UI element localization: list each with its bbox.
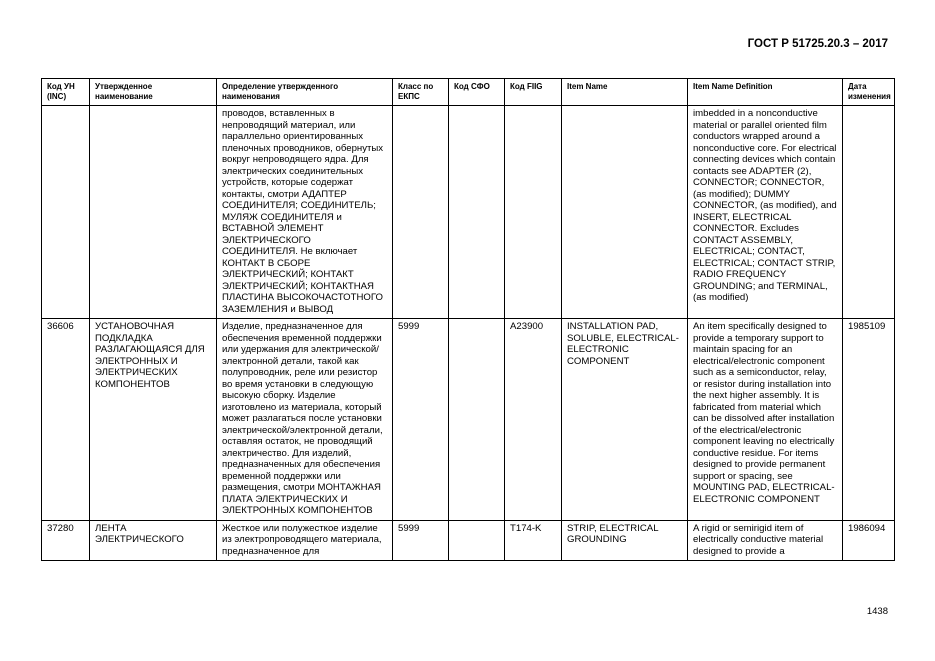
cell-ekps-class: 5999 bbox=[393, 520, 449, 561]
cell-change-date: 1985109 bbox=[843, 319, 895, 521]
cell-approved-name bbox=[90, 106, 217, 319]
cell-sfo-code bbox=[449, 520, 505, 561]
cell-item-name-definition: imbedded in a nonconductive material or parallel oriented film conductors wrapped around a nonconductive core. For electrical connecting devices which contain contacts see ADAPTER (2), CONNECTOR; CONNECTOR, (as modified); DUMMY CONNECTOR, (as modified), and INSERT, ELECTRICAL CONNECTOR. Excludes CONTACT ASSEMBLY, ELECTRICAL; CONTACT, ELECTRICAL; CONTACT STRIP, RADIO FREQUENCY GROUNDING; and TERMINAL, (as modified) bbox=[688, 106, 843, 319]
items-table bbox=[41, 78, 895, 561]
table-row bbox=[42, 106, 895, 319]
column-header-item-name-definition: Item Name Definition bbox=[688, 79, 843, 106]
cell-item-name: STRIP, ELECTRICAL GROUNDING bbox=[562, 520, 688, 561]
cell-item-name-definition: A rigid or semirigid item of electrically conductive material designed to provide a bbox=[688, 520, 843, 561]
column-header-sfo-code: Код СФО bbox=[449, 79, 505, 106]
cell-fiig-code: A23900 bbox=[505, 319, 562, 521]
column-header-change-date: Дата изменения bbox=[843, 79, 895, 106]
cell-sfo-code bbox=[449, 319, 505, 521]
cell-fiig-code: T174-K bbox=[505, 520, 562, 561]
column-header-definition: Определение утвержденного наименования bbox=[217, 79, 393, 106]
cell-fiig-code bbox=[505, 106, 562, 319]
cell-inc: 37280 bbox=[42, 520, 90, 561]
cell-definition: Изделие, предназначенное для обеспечения временной поддержки или удержания для электрической/электронной детали, такой как полупроводник, реле или резистор во время установки в следующую высокую сборку. Изделие изготовлено из материала, который может разлагаться после установки электрической/электронной детали, оставляя остаток, не проводящий электричество. Для изделий, предназначенных для обеспечения временной поддержки или размещения, смотри МОНТАЖНАЯ ПЛАТА ЭЛЕКТРИЧЕСКИХ И ЭЛЕКТРОННЫХ КОМПОНЕНТОВ bbox=[217, 319, 393, 521]
cell-change-date: 1986094 bbox=[843, 520, 895, 561]
cell-change-date bbox=[843, 106, 895, 319]
column-header-ekps-class: Класс по ЕКПС bbox=[393, 79, 449, 106]
cell-definition: проводов, вставленных в непроводящий материал, или параллельно ориентированных пленочных проводников, обернутых вокруг непроводящего ядра. Для электрических соединительных устройств, которые содержат контакты, смотри АДАПТЕР СОЕДИНИТЕЛЯ; СОЕДИНИТЕЛЬ; МУЛЯЖ СОЕДИНИТЕЛЯ и ВСТАВНОЙ ЭЛЕМЕНТ ЭЛЕКТРИЧЕСКОГО СОЕДИНИТЕЛЯ. Не включает КОНТАКТ В СБОРЕ ЭЛЕКТРИЧЕСКИЙ; КОНТАКТ ЭЛЕКТРИЧЕСКИЙ; КОНТАКТНАЯ ПЛАСТИНА ВЫСОКОЧАСТОТНОГО ЗАЗЕМЛЕНИЯ и ВЫВОД bbox=[217, 106, 393, 319]
table-header-row bbox=[42, 79, 895, 106]
column-header-item-name: Item Name bbox=[562, 79, 688, 106]
cell-sfo-code bbox=[449, 106, 505, 319]
column-header-inc: Код УН (INC) bbox=[42, 79, 90, 106]
cell-inc bbox=[42, 106, 90, 319]
cell-ekps-class: 5999 bbox=[393, 319, 449, 521]
table-row bbox=[42, 520, 895, 561]
column-header-approved-name: Утвержденное наименование bbox=[90, 79, 217, 106]
cell-approved-name: ЛЕНТА ЭЛЕКТРИЧЕСКОГО bbox=[90, 520, 217, 561]
cell-item-name: INSTALLATION PAD, SOLUBLE, ELECTRICAL-ELECTRONIC COMPONENT bbox=[562, 319, 688, 521]
page-number: 1438 bbox=[866, 606, 888, 617]
column-header-fiig-code: Код FIIG bbox=[505, 79, 562, 106]
cell-approved-name: УСТАНОВОЧНАЯ ПОДКЛАДКА РАЗЛАГАЮЩАЯСЯ ДЛЯ ЭЛЕКТРОННЫХ И ЭЛЕКТРИЧЕСКИХ КОМПОНЕНТОВ bbox=[90, 319, 217, 521]
cell-definition: Жесткое или полужесткое изделие из электропроводящего материала, предназначенное для bbox=[217, 520, 393, 561]
table-row bbox=[42, 319, 895, 521]
cell-item-name-definition: An item specifically designed to provide a temporary support to maintain spacing for an electrical/electronic component such as a semiconductor, relay, or resistor during installation into the next higher assembly. It is fabricated from material which can be dissolved after installation of the electrical/electronic component leaving no electrically conductive residue. For items designed to provide permanent support or spacing, see MOUNTING PAD, ELECTRICAL-ELECTRONIC COMPONENT bbox=[688, 319, 843, 521]
cell-ekps-class bbox=[393, 106, 449, 319]
cell-inc: 36606 bbox=[42, 319, 90, 521]
document-code: ГОСТ Р 51725.20.3 – 2017 bbox=[747, 38, 888, 50]
cell-item-name bbox=[562, 106, 688, 319]
